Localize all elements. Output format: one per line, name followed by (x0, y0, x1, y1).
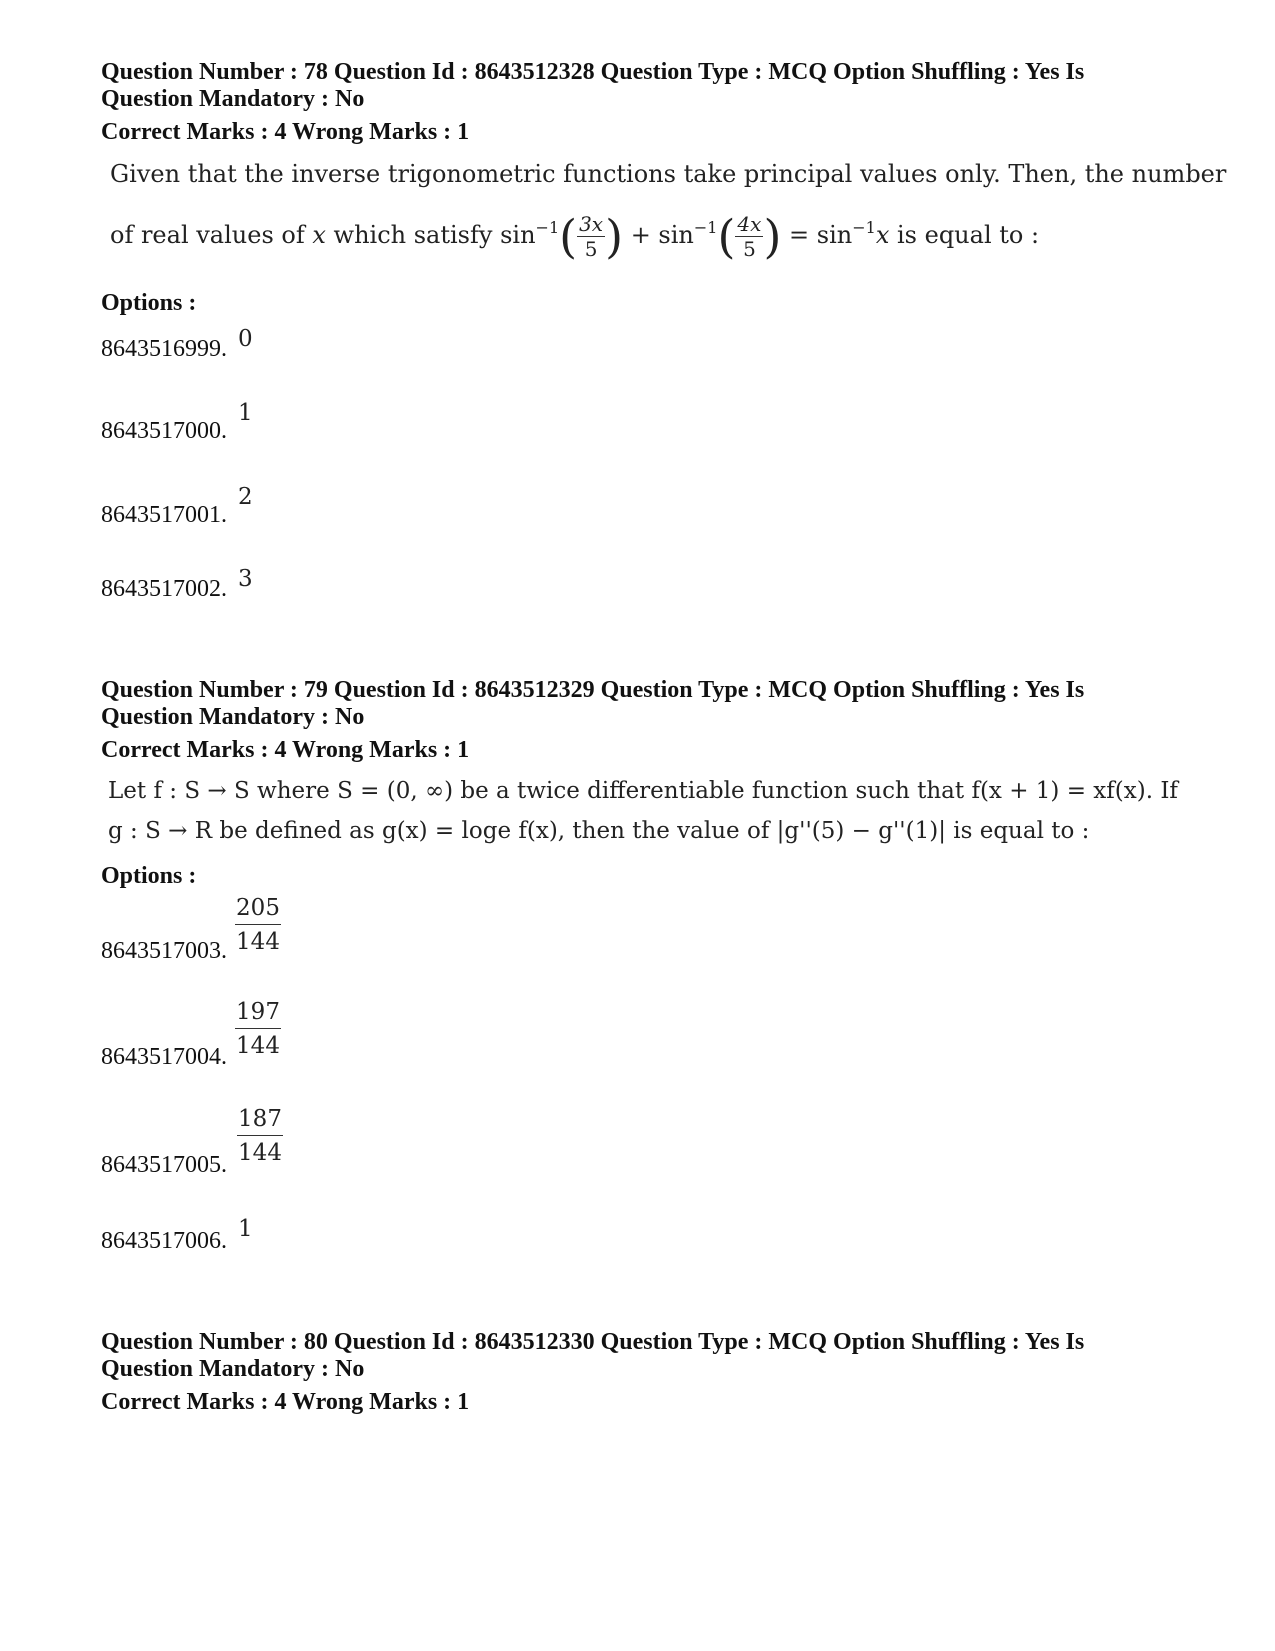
option-value[interactable]: 1 (238, 1216, 253, 1242)
option-id[interactable]: 8643517000. (101, 418, 227, 444)
question-header-line1: Question Number : 79 Question Id : 8643512329 Question Type : MCQ Option Shuffling : Yes Is (101, 677, 1085, 703)
option-value[interactable]: 1 (238, 400, 253, 426)
paren-open: ( (559, 209, 578, 264)
sin-label: sin (500, 221, 536, 249)
question-text-line2: g : S → R be defined as g(x) = loge f(x), then the value of |g''(5) − g''(1)| is equal to : (108, 818, 1090, 844)
question-header-line1: Question Number : 78 Question Id : 8643512328 Question Type : MCQ Option Shuffling : Yes Is (101, 59, 1085, 85)
question-header-line2: Question Mandatory : No (101, 704, 365, 730)
inverse-exponent: −1 (535, 218, 560, 237)
question-text-line2 (110, 209, 1040, 264)
fraction-numerator: 205 (235, 895, 281, 925)
question-text-line1: Let f : S → S where S = (0, ∞) be a twice differentiable function such that f(x + 1) = xf(x). If (108, 778, 1178, 804)
plus-sin: + sin (630, 221, 694, 249)
fraction-denominator: 5 (584, 237, 598, 261)
option-id[interactable]: 8643517004. (101, 1044, 227, 1070)
fraction-4x-over-5 (735, 212, 763, 261)
fraction-3x-over-5 (577, 212, 605, 261)
option-value[interactable]: 0 (238, 326, 253, 352)
fraction-denominator: 144 (236, 1033, 280, 1059)
question-marks: Correct Marks : 4 Wrong Marks : 1 (101, 1389, 470, 1415)
fraction-numerator: 4x (737, 212, 762, 236)
option-value[interactable]: 2 (238, 484, 253, 510)
question-marks: Correct Marks : 4 Wrong Marks : 1 (101, 119, 470, 145)
paren-open: ( (717, 209, 736, 264)
options-label: Options : (101, 863, 197, 889)
fraction-numerator: 187 (237, 1106, 283, 1136)
question-header-line1: Question Number : 80 Question Id : 8643512330 Question Type : MCQ Option Shuffling : Yes Is (101, 1329, 1085, 1355)
fraction-denominator: 144 (236, 929, 280, 955)
question-marks: Correct Marks : 4 Wrong Marks : 1 (101, 737, 470, 763)
inverse-exponent: −1 (852, 218, 876, 237)
equals-sin: = sin (789, 221, 853, 249)
fraction-numerator: 3x (579, 212, 604, 236)
option-id[interactable]: 8643517006. (101, 1228, 227, 1254)
option-id[interactable]: 8643516999. (101, 336, 227, 362)
paren-close: ) (605, 209, 624, 264)
option-id[interactable]: 8643517003. (101, 938, 227, 964)
text-segment: of real values of (110, 221, 313, 249)
fraction-denominator: 5 (743, 237, 756, 261)
fraction-denominator: 144 (238, 1140, 282, 1166)
question-text-line1: Given that the inverse trigonometric functions take principal values only. Then, the number (110, 160, 1227, 188)
question-header-line2: Question Mandatory : No (101, 1356, 365, 1382)
text-segment: which satisfy (325, 221, 501, 249)
text-segment: is equal to : (889, 221, 1040, 249)
option-fraction[interactable] (237, 1106, 283, 1166)
fraction-numerator: 197 (235, 999, 281, 1029)
options-label: Options : (101, 290, 197, 316)
option-value[interactable]: 3 (238, 566, 253, 592)
question-header-line2: Question Mandatory : No (101, 86, 365, 112)
paren-close: ) (763, 209, 782, 264)
option-id[interactable]: 8643517001. (101, 502, 227, 528)
variable-x: x (875, 221, 890, 249)
inverse-exponent: −1 (693, 218, 718, 237)
option-id[interactable]: 8643517002. (101, 576, 227, 602)
variable-x: x (312, 221, 326, 249)
option-fraction[interactable] (235, 999, 281, 1059)
option-fraction[interactable] (235, 895, 281, 955)
option-id[interactable]: 8643517005. (101, 1152, 227, 1178)
